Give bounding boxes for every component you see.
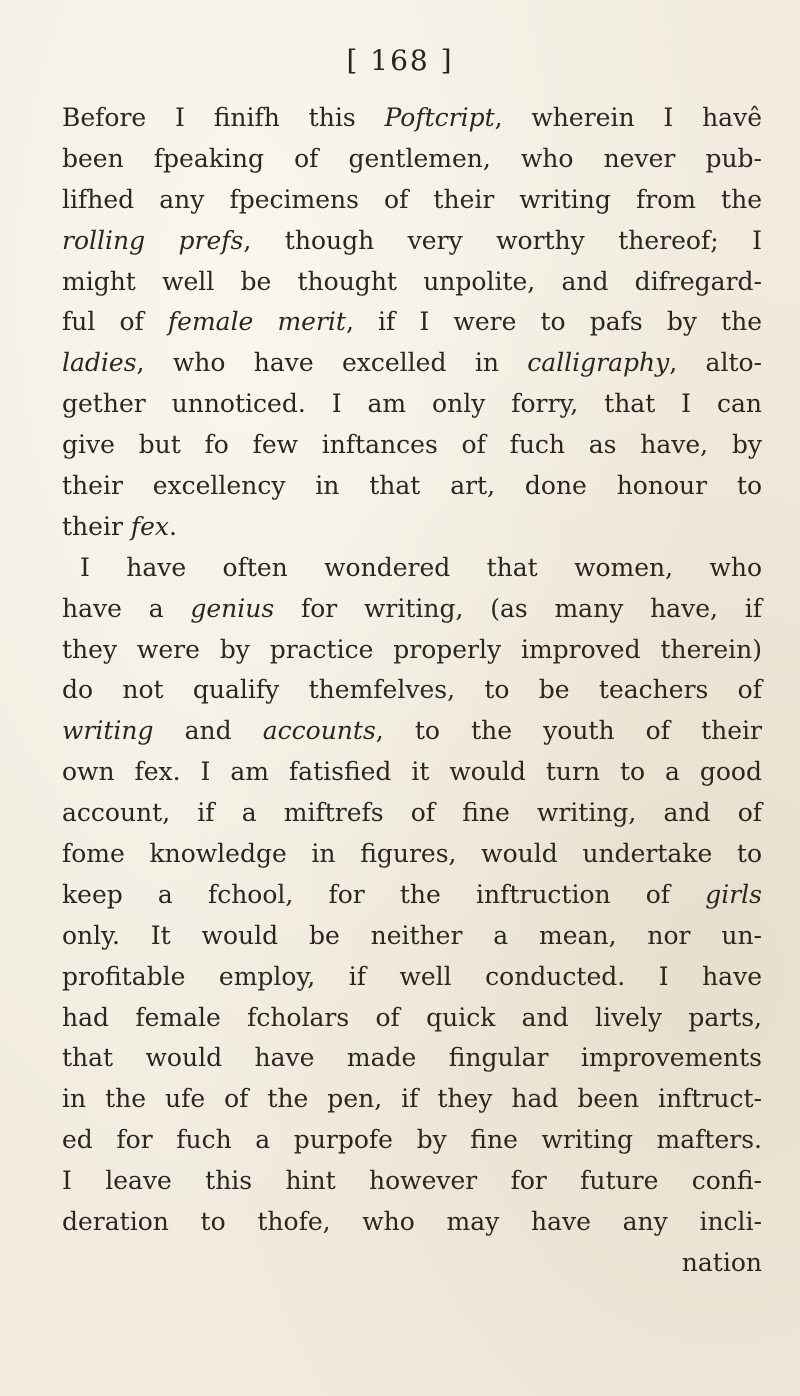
text-line	[62, 507, 762, 548]
text-line	[62, 957, 762, 998]
italic-text: calligraphy	[527, 348, 670, 378]
text-line	[62, 548, 762, 589]
text-segment: , wherein I havê	[494, 103, 762, 132]
text-line	[62, 998, 762, 1039]
text-segment: do not qualify themfelves, to be teachers of	[62, 675, 762, 705]
text-segment: ed for fuch a purpofe by fine writing mafters.	[62, 1125, 762, 1155]
italic-text: writing	[62, 716, 154, 746]
text-segment: , to the youth of their	[375, 716, 762, 746]
text-line	[62, 916, 762, 957]
text-line	[62, 1079, 762, 1120]
text-segment: I leave this hint however for future confi-	[62, 1166, 762, 1196]
text-segment: have a	[62, 593, 191, 623]
italic-text: accounts	[262, 716, 376, 746]
text-line	[62, 1243, 762, 1284]
text-segment: for writing, (as many have, if	[274, 593, 762, 623]
italic-text: ladies	[62, 348, 137, 378]
text-segment: lifhed any fpecimens of their writing from the	[62, 184, 762, 214]
text-line	[62, 1120, 762, 1161]
text-line	[62, 139, 762, 180]
text-line	[62, 384, 762, 425]
text-segment: Before I finifh this	[62, 103, 385, 132]
text-line	[62, 711, 762, 752]
text-segment: nation	[681, 1247, 762, 1277]
text-segment: I have often wondered that women, who	[80, 552, 762, 582]
text-segment: .	[169, 511, 177, 541]
text-line	[62, 875, 762, 916]
text-line	[62, 180, 762, 221]
text-segment: fome knowledge in figures, would undertake to	[62, 839, 762, 869]
text-segment: their excellency in that art, done honour to	[62, 471, 762, 501]
text-line	[62, 752, 762, 793]
text-segment: own fex. I am fatisfied it would turn to a good	[62, 757, 762, 787]
text-line	[62, 262, 762, 303]
text-line	[62, 466, 762, 507]
italic-text: girls	[705, 879, 762, 909]
text-segment: give but fo few inftances of fuch as have, by	[62, 430, 762, 460]
text-segment: might well be thought unpolite, and difregard-	[62, 266, 762, 296]
text-segment: , alto-	[669, 348, 763, 378]
text-segment: they were by practice properly improved therein)	[62, 634, 762, 664]
text-line	[62, 425, 762, 466]
text-line	[62, 589, 762, 630]
text-line	[62, 670, 762, 711]
text-line	[62, 793, 762, 834]
text-segment: had female fcholars of quick and lively parts,	[62, 1002, 762, 1032]
text-line	[62, 98, 762, 139]
italic-text: rolling prefs	[62, 225, 244, 255]
text-line	[62, 1038, 762, 1079]
text-segment: ful of	[62, 307, 168, 337]
text-line	[62, 302, 762, 343]
text-segment: , if I were to pafs by the	[345, 307, 763, 337]
text-segment: and	[153, 716, 263, 746]
text-line	[62, 630, 762, 671]
text-segment: that would have made fingular improvements	[62, 1043, 762, 1073]
text-segment: gether unnoticed. I am only forry, that I can	[62, 389, 762, 419]
italic-text: Poftcript	[384, 103, 495, 132]
text-segment: deration to thofe, who may have any incli-	[62, 1207, 762, 1237]
text-segment: keep a fchool, for the inftruction of	[62, 879, 706, 909]
italic-text: genius	[190, 593, 275, 623]
italic-text: female merit	[167, 307, 346, 337]
page-number: [ 168 ]	[346, 44, 454, 77]
text-line	[62, 1202, 762, 1243]
text-segment: account, if a miftrefs of fine writing, and of	[62, 798, 762, 828]
text-segment: only. It would be neither a mean, nor un-	[62, 920, 762, 950]
text-segment: , who have excelled in	[136, 348, 528, 378]
text-segment: their	[62, 511, 131, 541]
text-line	[62, 221, 762, 262]
text-segment: , though very worthy thereof; I	[243, 225, 762, 255]
text-line	[62, 343, 762, 384]
text-segment: in the ufe of the pen, if they had been inftruct-	[62, 1084, 762, 1114]
text-line	[62, 1161, 762, 1202]
text-line	[62, 834, 762, 875]
text-segment: been fpeaking of gentlemen, who never pub-	[62, 143, 762, 173]
body-text	[62, 98, 762, 1284]
text-segment: profitable employ, if well conducted. I have	[62, 961, 762, 991]
italic-text: fex	[130, 511, 169, 541]
